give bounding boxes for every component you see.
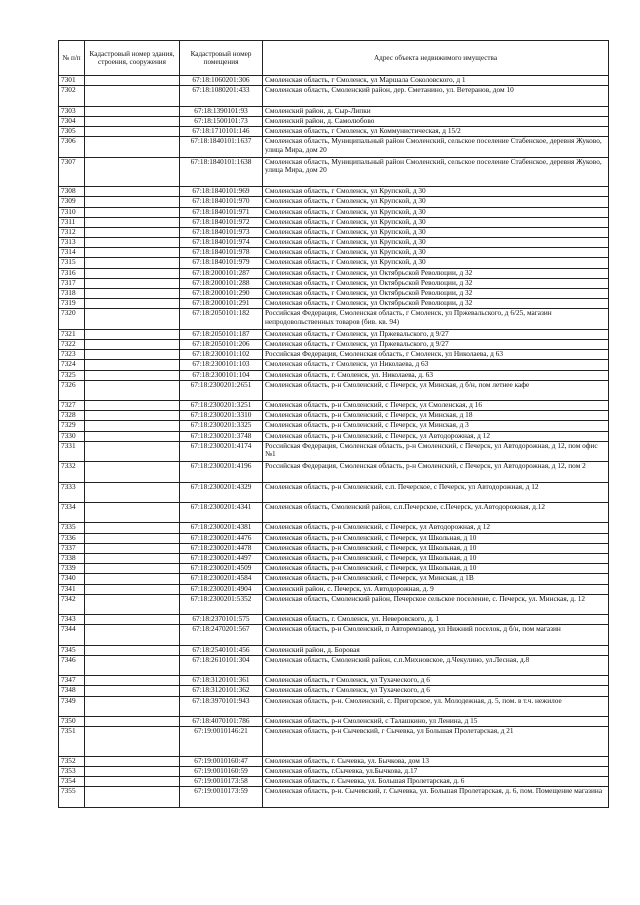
row-building-cadastral (85, 503, 180, 523)
row-building-cadastral (85, 268, 180, 278)
row-building-cadastral (85, 258, 180, 268)
row-address: Смоленская область, г Смоленск, ул Крупской, д 30 (263, 227, 609, 237)
row-address: Смоленская область, г.Сычевка, ул.Бычкова, д.17 (263, 767, 609, 777)
row-room-cadastral: 67:18:1080201:433 (180, 86, 263, 106)
table-row (59, 187, 609, 197)
row-number: 7346 (59, 655, 85, 675)
row-address: Смоленская область, г. Смоленск, ул. Неверовского, д. 1 (263, 615, 609, 625)
row-number: 7339 (59, 564, 85, 574)
row-number: 7355 (59, 787, 85, 807)
row-address: Смоленская область, р-н Смоленский, с Печерск, ул Автодорожная, д 12 (263, 523, 609, 533)
row-room-cadastral: 67:18:2000101:288 (180, 278, 263, 288)
row-address: Смоленская область, Смоленский район, Печерское сельское поселение, с. Печерск, ул. Минская, д. 12 (263, 594, 609, 614)
row-building-cadastral (85, 238, 180, 248)
row-room-cadastral: 67:18:2000101:287 (180, 268, 263, 278)
row-room-cadastral: 67:18:2300201:4196 (180, 462, 263, 482)
row-building-cadastral (85, 248, 180, 258)
row-address: Смоленская область, г. Сычевка, ул. Большая Пролетарская, д. 6 (263, 777, 609, 787)
row-building-cadastral (85, 289, 180, 299)
row-room-cadastral: 67:18:2300201:2651 (180, 380, 263, 400)
row-building-cadastral (85, 299, 180, 309)
row-address: Смоленская область, г Смоленск, ул Николаева, д 63 (263, 360, 609, 370)
row-number: 7315 (59, 258, 85, 268)
row-room-cadastral: 67:18:1840101:971 (180, 207, 263, 217)
row-room-cadastral: 67:18:2050101:206 (180, 339, 263, 349)
row-room-cadastral: 67:18:1840101:979 (180, 258, 263, 268)
table-row (59, 756, 609, 766)
row-building-cadastral (85, 411, 180, 421)
table-row (59, 268, 609, 278)
table-row (59, 462, 609, 482)
table-row (59, 126, 609, 136)
row-number: 7303 (59, 106, 85, 116)
table-row (59, 574, 609, 584)
table-row (59, 787, 609, 807)
table-row (59, 441, 609, 461)
table-row (59, 564, 609, 574)
row-number: 7313 (59, 238, 85, 248)
row-address: Смоленская область, р-н. Смоленский, с. Пригорское, ул. Молодежная, д. 5, пом. в т.ч. нежилое (263, 696, 609, 716)
row-number: 7306 (59, 137, 85, 157)
table-row (59, 339, 609, 349)
row-room-cadastral: 67:18:2050101:187 (180, 329, 263, 339)
table-row (59, 655, 609, 675)
row-number: 7304 (59, 116, 85, 126)
row-room-cadastral: 67:18:1390101:93 (180, 106, 263, 116)
row-building-cadastral (85, 86, 180, 106)
row-building-cadastral (85, 625, 180, 645)
row-building-cadastral (85, 594, 180, 614)
row-building-cadastral (85, 116, 180, 126)
row-number: 7329 (59, 421, 85, 431)
row-number: 7326 (59, 380, 85, 400)
row-building-cadastral (85, 329, 180, 339)
row-number: 7331 (59, 441, 85, 461)
table-row (59, 696, 609, 716)
table-row (59, 717, 609, 727)
table-row (59, 106, 609, 116)
row-room-cadastral: 67:19:0010173:58 (180, 777, 263, 787)
row-room-cadastral: 67:18:2300201:4509 (180, 564, 263, 574)
row-address: Смоленская область, г Смоленск, ул Крупской, д 30 (263, 187, 609, 197)
row-number: 7332 (59, 462, 85, 482)
row-building-cadastral (85, 462, 180, 482)
table-header (59, 41, 609, 76)
row-building-cadastral (85, 756, 180, 766)
table-row (59, 523, 609, 533)
table-row (59, 289, 609, 299)
row-number: 7347 (59, 676, 85, 686)
row-building-cadastral (85, 126, 180, 136)
row-address: Смоленская область, г Смоленск, ул Октябрьской Революции, д 32 (263, 268, 609, 278)
row-building-cadastral (85, 380, 180, 400)
table-row (59, 594, 609, 614)
row-room-cadastral: 67:18:2300101:103 (180, 360, 263, 370)
row-building-cadastral (85, 533, 180, 543)
row-number: 7351 (59, 727, 85, 757)
header-building-cadastral: Кадастровый номер здания, строения, сооружения (85, 41, 180, 76)
table-row (59, 615, 609, 625)
row-building-cadastral (85, 676, 180, 686)
row-room-cadastral: 67:19:0010173:59 (180, 787, 263, 807)
row-room-cadastral: 67:18:1710101:146 (180, 126, 263, 136)
row-number: 7344 (59, 625, 85, 645)
table-row (59, 767, 609, 777)
row-building-cadastral (85, 278, 180, 288)
row-address: Смоленская область, г Смоленск, ул Коммунистическая, д 15/2 (263, 126, 609, 136)
row-address: Смоленская область, Смоленский район, с.п.Печерское, с.Печерск, ул.Автодорожная, д.12 (263, 503, 609, 523)
header-num: № п/п (59, 41, 85, 76)
row-number: 7314 (59, 248, 85, 258)
table-row (59, 370, 609, 380)
row-address: Смоленская область, р-н Смоленский, с Печерск, ул Смоленская, д 16 (263, 401, 609, 411)
row-address: Смоленская область, г Смоленск, ул Октябрьской Революции, д 32 (263, 278, 609, 288)
table-row (59, 248, 609, 258)
row-address: Смоленская область, р-н Смоленский, с Печерск, ул Минская, д б/н, пом летнее кафе (263, 380, 609, 400)
row-address: Смоленская область, г Смоленск, ул Крупской, д 30 (263, 197, 609, 207)
row-building-cadastral (85, 187, 180, 197)
row-number: 7353 (59, 767, 85, 777)
table-row (59, 207, 609, 217)
row-address: Смоленская область, Смоленский район, дер. Сметанино, ул. Ветеранов, дом 10 (263, 86, 609, 106)
row-number: 7307 (59, 157, 85, 187)
row-address: Смоленская область, р-н Смоленский, п Авторемзавод, ул Нижний поселок, д б/н, пом магазин (263, 625, 609, 645)
row-number: 7302 (59, 86, 85, 106)
row-number: 7328 (59, 411, 85, 421)
row-address: Смоленская область, р-н Смоленский, с Печерск, ул Школьная, д 10 (263, 543, 609, 553)
row-room-cadastral: 67:18:1840101:1637 (180, 137, 263, 157)
row-room-cadastral: 67:18:2000101:290 (180, 289, 263, 299)
row-room-cadastral: 67:18:2300201:4584 (180, 574, 263, 584)
row-room-cadastral: 67:18:2000101:291 (180, 299, 263, 309)
row-room-cadastral: 67:18:2300201:3251 (180, 401, 263, 411)
table-row (59, 76, 609, 86)
table-row (59, 258, 609, 268)
row-number: 7317 (59, 278, 85, 288)
row-address: Смоленская область, Смоленский район, с.п.Михновское, д.Чекулино, ул.Лесная, д.8 (263, 655, 609, 675)
table-row (59, 411, 609, 421)
row-address: Смоленская область, г Смоленск, ул Октябрьской Революции, д 32 (263, 289, 609, 299)
table-row (59, 116, 609, 126)
row-number: 7305 (59, 126, 85, 136)
row-building-cadastral (85, 553, 180, 563)
row-building-cadastral (85, 574, 180, 584)
row-room-cadastral: 67:18:2050101:182 (180, 309, 263, 329)
row-number: 7340 (59, 574, 85, 584)
table-row (59, 777, 609, 787)
row-building-cadastral (85, 787, 180, 807)
row-room-cadastral: 67:18:1060201:306 (180, 76, 263, 86)
row-building-cadastral (85, 645, 180, 655)
row-address: Смоленская область, р-н Смоленский, с Печерск, ул Школьная, д 10 (263, 564, 609, 574)
table-row (59, 157, 609, 187)
row-building-cadastral (85, 401, 180, 411)
row-number: 7316 (59, 268, 85, 278)
row-address: Смоленская область, г Смоленск, ул Тухаческого, д 6 (263, 676, 609, 686)
row-number: 7320 (59, 309, 85, 329)
table-row (59, 503, 609, 523)
row-building-cadastral (85, 686, 180, 696)
row-address: Смоленская область, р-н Смоленский, с Печерск, ул Школьная, д 10 (263, 553, 609, 563)
row-room-cadastral: 67:19:0010160:59 (180, 767, 263, 777)
row-room-cadastral: 67:18:3120101:362 (180, 686, 263, 696)
row-number: 7337 (59, 543, 85, 553)
row-address: Смоленская область, р-н Смоленский, с Печерск, ул Минская, д 3 (263, 421, 609, 431)
table-row (59, 553, 609, 563)
row-number: 7352 (59, 756, 85, 766)
row-room-cadastral: 67:18:2300201:3310 (180, 411, 263, 421)
row-room-cadastral: 67:18:1840101:974 (180, 238, 263, 248)
row-number: 7342 (59, 594, 85, 614)
row-address: Смоленская область, р-н Смоленский, с Печерск, ул Школьная, д 10 (263, 533, 609, 543)
row-address: Смоленская область, р-н Смоленский, с.п. Печерское, с Печерск, ул Автодорожная, д 12 (263, 482, 609, 502)
row-number: 7324 (59, 360, 85, 370)
row-number: 7322 (59, 339, 85, 349)
table-row (59, 197, 609, 207)
table-row (59, 727, 609, 757)
table-row (59, 86, 609, 106)
row-address: Российская Федерация, Смоленская область, г Смоленск, ул Николаева, д 63 (263, 350, 609, 360)
row-room-cadastral: 67:18:2300201:4329 (180, 482, 263, 502)
table-row (59, 227, 609, 237)
row-room-cadastral: 67:18:2300201:4478 (180, 543, 263, 553)
row-room-cadastral: 67:18:2300201:4381 (180, 523, 263, 533)
row-number: 7341 (59, 584, 85, 594)
row-address: Смоленская область, г Смоленск, ул Крупской, д 30 (263, 207, 609, 217)
row-address: Смоленская область, г Смоленск, ул Крупской, д 30 (263, 238, 609, 248)
row-building-cadastral (85, 615, 180, 625)
table-row (59, 431, 609, 441)
row-room-cadastral: 67:18:2300201:4497 (180, 553, 263, 563)
row-number: 7321 (59, 329, 85, 339)
row-address: Смоленская область, г. Смоленск, ул. Николаева, д. 63 (263, 370, 609, 380)
row-building-cadastral (85, 309, 180, 329)
row-number: 7327 (59, 401, 85, 411)
row-number: 7318 (59, 289, 85, 299)
row-building-cadastral (85, 76, 180, 86)
table-row (59, 625, 609, 645)
row-building-cadastral (85, 431, 180, 441)
row-address: Смоленская область, г. Сычевка, ул. Бычкова, дом 13 (263, 756, 609, 766)
row-number: 7349 (59, 696, 85, 716)
row-building-cadastral (85, 441, 180, 461)
row-number: 7336 (59, 533, 85, 543)
row-room-cadastral: 67:18:2610101:304 (180, 655, 263, 675)
row-room-cadastral: 67:19:0010160:47 (180, 756, 263, 766)
table-row (59, 421, 609, 431)
row-building-cadastral (85, 360, 180, 370)
property-table (58, 40, 609, 808)
row-room-cadastral: 67:18:1500101:73 (180, 116, 263, 126)
row-number: 7308 (59, 187, 85, 197)
row-room-cadastral: 67:18:2300201:4904 (180, 584, 263, 594)
row-building-cadastral (85, 106, 180, 116)
row-address: Смоленская область, г Смоленск, ул Крупской, д 30 (263, 248, 609, 258)
row-number: 7348 (59, 686, 85, 696)
row-room-cadastral: 67:18:2540101:456 (180, 645, 263, 655)
row-building-cadastral (85, 197, 180, 207)
table-row (59, 309, 609, 329)
row-building-cadastral (85, 777, 180, 787)
row-building-cadastral (85, 157, 180, 187)
table-row (59, 676, 609, 686)
row-building-cadastral (85, 655, 180, 675)
table-row (59, 380, 609, 400)
row-address: Смоленская область, р-н Смоленский, с Печерск, ул Минская, д 1В (263, 574, 609, 584)
row-address: Смоленский район, с. Печерск, ул. Автодорожная, д. 9 (263, 584, 609, 594)
row-room-cadastral: 67:18:2370101:575 (180, 615, 263, 625)
row-building-cadastral (85, 767, 180, 777)
row-address: Российская Федерация, Смоленская область, р-н Смоленский, с Печерск, ул Автодорожная, д 12, пом офис №1 (263, 441, 609, 461)
table-row (59, 543, 609, 553)
table-row (59, 350, 609, 360)
row-building-cadastral (85, 217, 180, 227)
row-room-cadastral: 67:18:2300101:104 (180, 370, 263, 380)
row-number: 7325 (59, 370, 85, 380)
row-number: 7338 (59, 553, 85, 563)
row-room-cadastral: 67:18:1840101:970 (180, 197, 263, 207)
row-number: 7334 (59, 503, 85, 523)
row-building-cadastral (85, 137, 180, 157)
table-row (59, 238, 609, 248)
table-row (59, 329, 609, 339)
row-number: 7309 (59, 197, 85, 207)
row-building-cadastral (85, 207, 180, 217)
row-building-cadastral (85, 696, 180, 716)
row-address: Смоленская область, р-н Смоленский, с Талашкино, ул Ленина, д 15 (263, 717, 609, 727)
row-address: Смоленский район, д. Сыр-Липки (263, 106, 609, 116)
table-row (59, 278, 609, 288)
row-building-cadastral (85, 421, 180, 431)
row-room-cadastral: 67:18:2300201:4341 (180, 503, 263, 523)
row-room-cadastral: 67:18:2300201:3748 (180, 431, 263, 441)
row-number: 7301 (59, 76, 85, 86)
table-row (59, 533, 609, 543)
row-number: 7311 (59, 217, 85, 227)
table-row (59, 299, 609, 309)
table-row (59, 645, 609, 655)
row-building-cadastral (85, 370, 180, 380)
row-address: Смоленская область, г Смоленск, ул Маршала Соколовского, д 1 (263, 76, 609, 86)
row-room-cadastral: 67:18:2300201:4174 (180, 441, 263, 461)
row-room-cadastral: 67:18:2300201:4476 (180, 533, 263, 543)
row-building-cadastral (85, 482, 180, 502)
row-building-cadastral (85, 523, 180, 533)
row-room-cadastral: 67:18:3120101:361 (180, 676, 263, 686)
row-number: 7333 (59, 482, 85, 502)
row-address: Смоленская область, г Смоленск, ул Пржевальского, д 9/27 (263, 329, 609, 339)
table-row (59, 401, 609, 411)
row-address: Смоленская область, г Смоленск, ул Тухаческого, д 6 (263, 686, 609, 696)
row-address: Смоленская область, г Смоленск, ул Крупской, д 30 (263, 217, 609, 227)
row-address: Российская Федерация, Смоленская область, р-н Смоленский, с Печерск, ул Автодорожная, д 12, пом 2 (263, 462, 609, 482)
row-address: Смоленская область, р-н Смоленский, с Печерск, ул Автодорожная, д 12 (263, 431, 609, 441)
row-building-cadastral (85, 717, 180, 727)
table-row (59, 584, 609, 594)
row-address: Смоленская область, г Смоленск, ул Пржевальского, д 9/27 (263, 339, 609, 349)
row-room-cadastral: 67:18:1840101:973 (180, 227, 263, 237)
header-room-cadastral: Кадастровый номер помещения (180, 41, 263, 76)
row-address: Смоленская область, р-н Сычевский, г Сычевка, ул Большая Пролетарская, д 21 (263, 727, 609, 757)
row-number: 7354 (59, 777, 85, 787)
row-number: 7312 (59, 227, 85, 237)
row-number: 7350 (59, 717, 85, 727)
row-building-cadastral (85, 727, 180, 757)
document-page (58, 40, 608, 808)
row-room-cadastral: 67:18:2470201:567 (180, 625, 263, 645)
row-building-cadastral (85, 227, 180, 237)
row-building-cadastral (85, 584, 180, 594)
row-number: 7330 (59, 431, 85, 441)
header-address: Адрес объекта недвижимого имущества (263, 41, 609, 76)
row-address: Смоленская область, г Смоленск, ул Октябрьской Революции, д 32 (263, 299, 609, 309)
row-building-cadastral (85, 543, 180, 553)
row-address: Смоленский район, д. Самолюбово (263, 116, 609, 126)
row-number: 7310 (59, 207, 85, 217)
row-room-cadastral: 67:18:1840101:1638 (180, 157, 263, 187)
row-room-cadastral: 67:18:1840101:972 (180, 217, 263, 227)
row-building-cadastral (85, 564, 180, 574)
row-room-cadastral: 67:18:2300201:5352 (180, 594, 263, 614)
table-row (59, 482, 609, 502)
row-address: Смоленская область, г Смоленск, ул Крупской, д 30 (263, 258, 609, 268)
table-row (59, 686, 609, 696)
row-number: 7345 (59, 645, 85, 655)
row-number: 7323 (59, 350, 85, 360)
row-address: Смоленский район, д. Боровая (263, 645, 609, 655)
row-room-cadastral: 67:18:3970101:943 (180, 696, 263, 716)
table-row (59, 137, 609, 157)
row-room-cadastral: 67:18:1840101:969 (180, 187, 263, 197)
row-building-cadastral (85, 350, 180, 360)
table-body (59, 76, 609, 808)
row-address: Смоленская область, Муниципальный район Смоленский, сельское поселение Стабенское, деревня Жуково, улица Мира, дом 20 (263, 137, 609, 157)
row-address: Смоленская область, р-н. Сычевский, г. Сычевка, ул. Большая Пролетарская, д. 6, пом. Помещение магазина (263, 787, 609, 807)
row-room-cadastral: 67:19:0010146:21 (180, 727, 263, 757)
row-number: 7335 (59, 523, 85, 533)
row-room-cadastral: 67:18:4070101:786 (180, 717, 263, 727)
row-building-cadastral (85, 339, 180, 349)
row-address: Смоленская область, Муниципальный район Смоленский, сельское поселение Стабенское, деревня Жуково, улица Мира, дом 20 (263, 157, 609, 187)
row-address: Российская Федерация, Смоленская область, г Смоленск, ул Пржевальского, д 6/25, магазин непродовольственных товаров (бив. кв. 94) (263, 309, 609, 329)
table-row (59, 360, 609, 370)
row-room-cadastral: 67:18:2300201:3325 (180, 421, 263, 431)
row-address: Смоленская область, р-н Смоленский, с Печерск, ул Минская, д 18 (263, 411, 609, 421)
row-room-cadastral: 67:18:1840101:978 (180, 248, 263, 258)
table-row (59, 217, 609, 227)
row-number: 7319 (59, 299, 85, 309)
row-room-cadastral: 67:18:2300101:102 (180, 350, 263, 360)
row-number: 7343 (59, 615, 85, 625)
